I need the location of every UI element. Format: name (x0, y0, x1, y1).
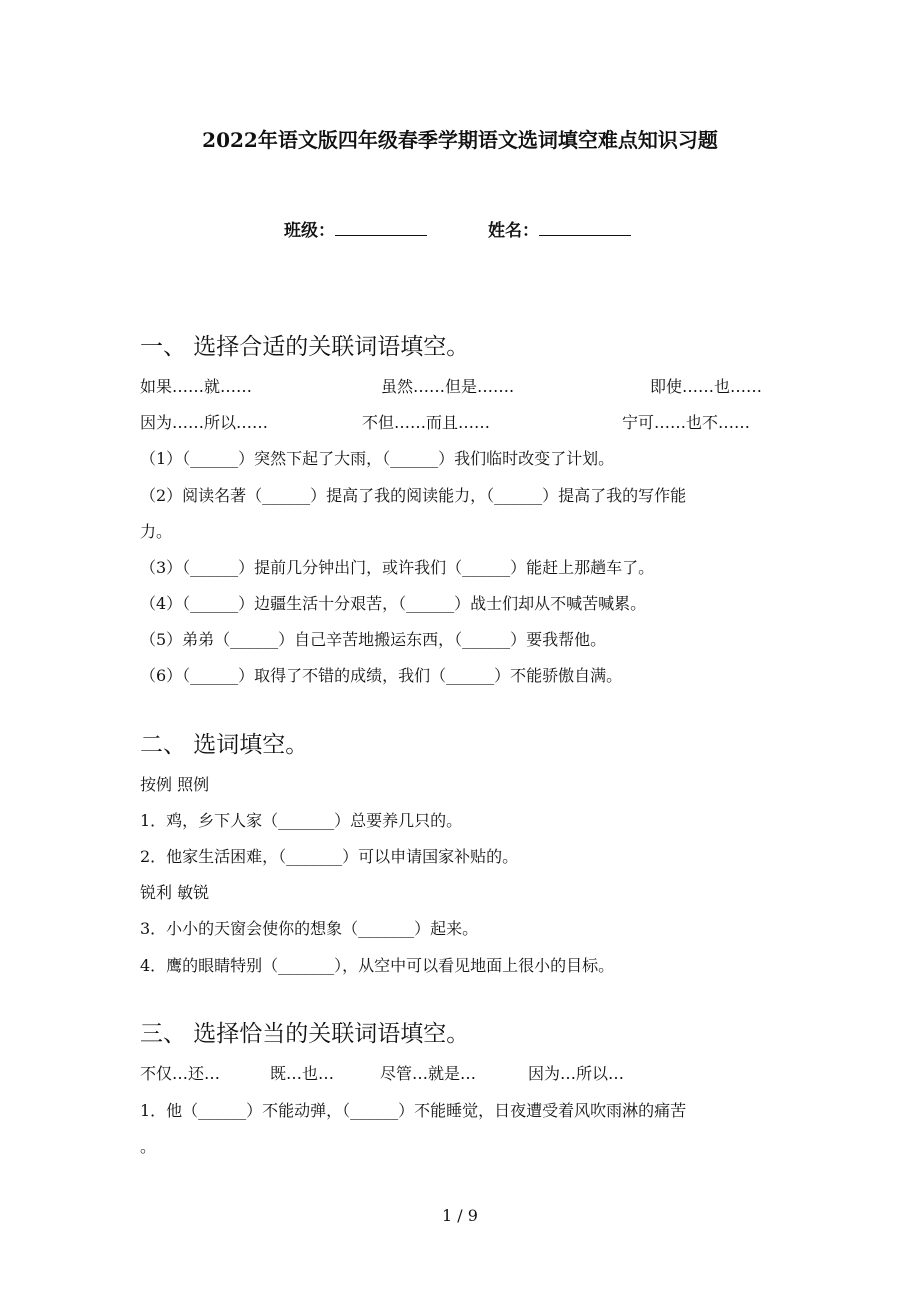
question-line: （1）（______）突然下起了大雨，（______）我们临时改变了计划。 (140, 449, 615, 468)
name-label: 姓名： (488, 221, 539, 241)
class-blank (335, 221, 427, 236)
section-1-heading: 一、 选择合适的关联词语填空。 (140, 334, 470, 360)
question-line: （4）（______）边疆生活十分艰苦，（______）战士们却从不喊苦喊累。 (140, 594, 647, 613)
page-title: 2022年语文版四年级春季学期语文选词填空难点知识习题 (202, 128, 718, 152)
option: 即使……也…… (650, 377, 763, 396)
option: 虽然……但是……. (381, 377, 515, 396)
option: 因为……所以…… (140, 413, 269, 432)
section-2-heading: 二、 选词填空。 (140, 732, 309, 758)
question-line: 1．他（______）不能动弹，（______）不能睡觉，日夜遭受着风吹雨淋的痛苦 (140, 1101, 687, 1120)
question-line: 3．小小的天窗会使你的想象（_______）起来。 (140, 919, 479, 938)
question-line: （6）（______）取得了不错的成绩，我们（______）不能骄傲自满。 (140, 666, 623, 685)
question-line: （5）弟弟（______）自己辛苦地搬运东西，（______）要我帮他。 (140, 630, 607, 649)
option: 不但……而且…… (362, 413, 491, 432)
page-number: 1 / 9 (442, 1206, 478, 1225)
word-pair: 锐利 敏锐 (140, 883, 210, 902)
option: 因为…所以… (528, 1064, 625, 1083)
question-line: 。 (140, 1137, 157, 1156)
class-field (284, 216, 427, 241)
option: 宁可……也不…… (622, 413, 751, 432)
name-blank (539, 221, 631, 236)
question-line: 2．他家生活困难，（_______）可以申请国家补贴的。 (140, 847, 519, 866)
section-3-heading: 三、 选择恰当的关联词语填空。 (140, 1021, 470, 1047)
question-line: （3）（______）提前几分钟出门，或许我们（______）能赶上那趟车了。 (140, 558, 655, 577)
word-pair: 按例 照例 (140, 775, 210, 794)
question-line: 力。 (140, 522, 173, 541)
question-line: （2）阅读名著（______）提高了我的阅读能力，（______）提高了我的写作能 (140, 486, 687, 505)
option: 如果……就…… (140, 377, 253, 396)
option: 既…也… (270, 1064, 335, 1083)
option: 不仅…还… (140, 1064, 221, 1083)
question-line: 4．鹰的眼睛特别（_______），从空中可以看见地面上很小的目标。 (140, 956, 615, 975)
name-field (488, 216, 631, 241)
class-label: 班级： (284, 221, 335, 241)
option: 尽管…就是… (380, 1064, 477, 1083)
question-line: 1．鸡，乡下人家（_______）总要养几只的。 (140, 811, 463, 830)
